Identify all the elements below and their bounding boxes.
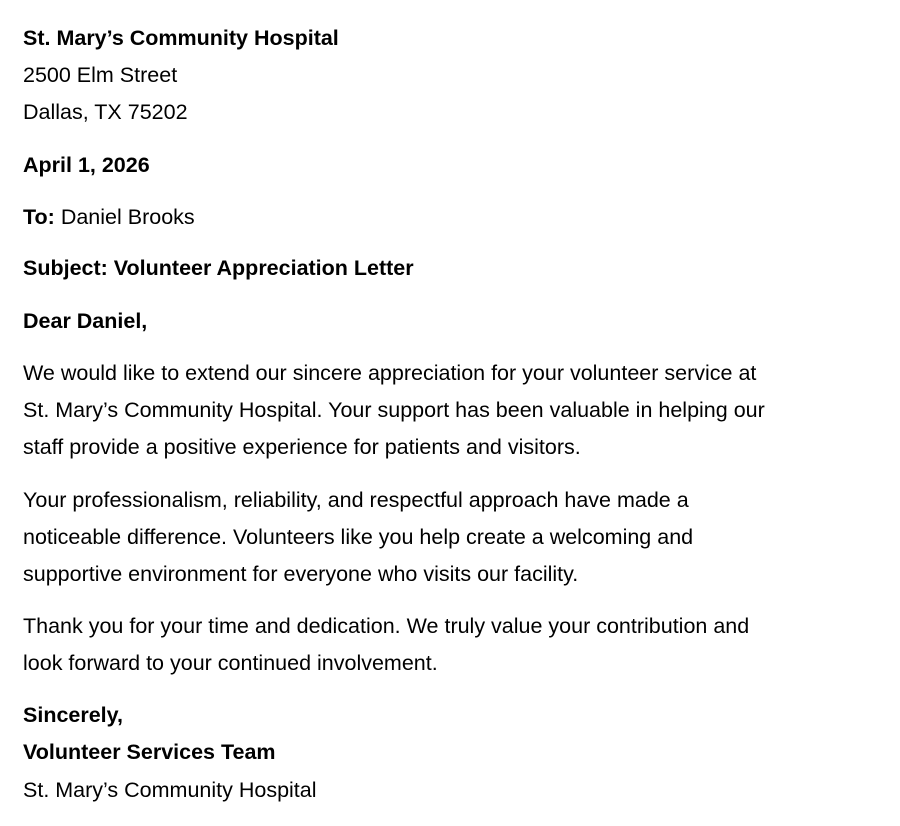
- subject-line: Subject: Volunteer Appreciation Letter: [23, 256, 414, 280]
- closing-valediction: Sincerely,: [23, 703, 123, 727]
- closing-team: Volunteer Services Team: [23, 740, 276, 764]
- sender-address-line1: 2500 Elm Street: [23, 63, 178, 87]
- paragraph-line: Your professionalism, reliability, and respectful approach have made a: [23, 488, 689, 512]
- recipient: [23, 198, 195, 236]
- paragraph-line: supportive environment for everyone who visits our facility.: [23, 562, 579, 586]
- sender-address-line2: Dallas, TX 75202: [23, 100, 188, 124]
- paragraph-line: noticeable difference. Volunteers like you help create a welcoming and: [23, 525, 694, 549]
- paragraph-line: Thank you for your time and dedication. We truly value your contribution and: [23, 614, 750, 638]
- recipient-label: To:: [23, 205, 55, 229]
- recipient-name: Daniel Brooks: [60, 205, 195, 229]
- sender-name: St. Mary’s Community Hospital: [23, 26, 339, 50]
- salutation: Dear Daniel,: [23, 309, 148, 333]
- letter-date: April 1, 2026: [23, 153, 150, 177]
- paragraph-line: look forward to your continued involvement.: [23, 651, 438, 675]
- paragraph-line: We would like to extend our sincere appreciation for your volunteer service at: [23, 361, 757, 385]
- closing-organization: St. Mary’s Community Hospital: [23, 778, 317, 802]
- paragraph-line: St. Mary’s Community Hospital. Your support has been valuable in helping our: [23, 398, 765, 422]
- paragraph-line: staff provide a positive experience for patients and visitors.: [23, 435, 581, 459]
